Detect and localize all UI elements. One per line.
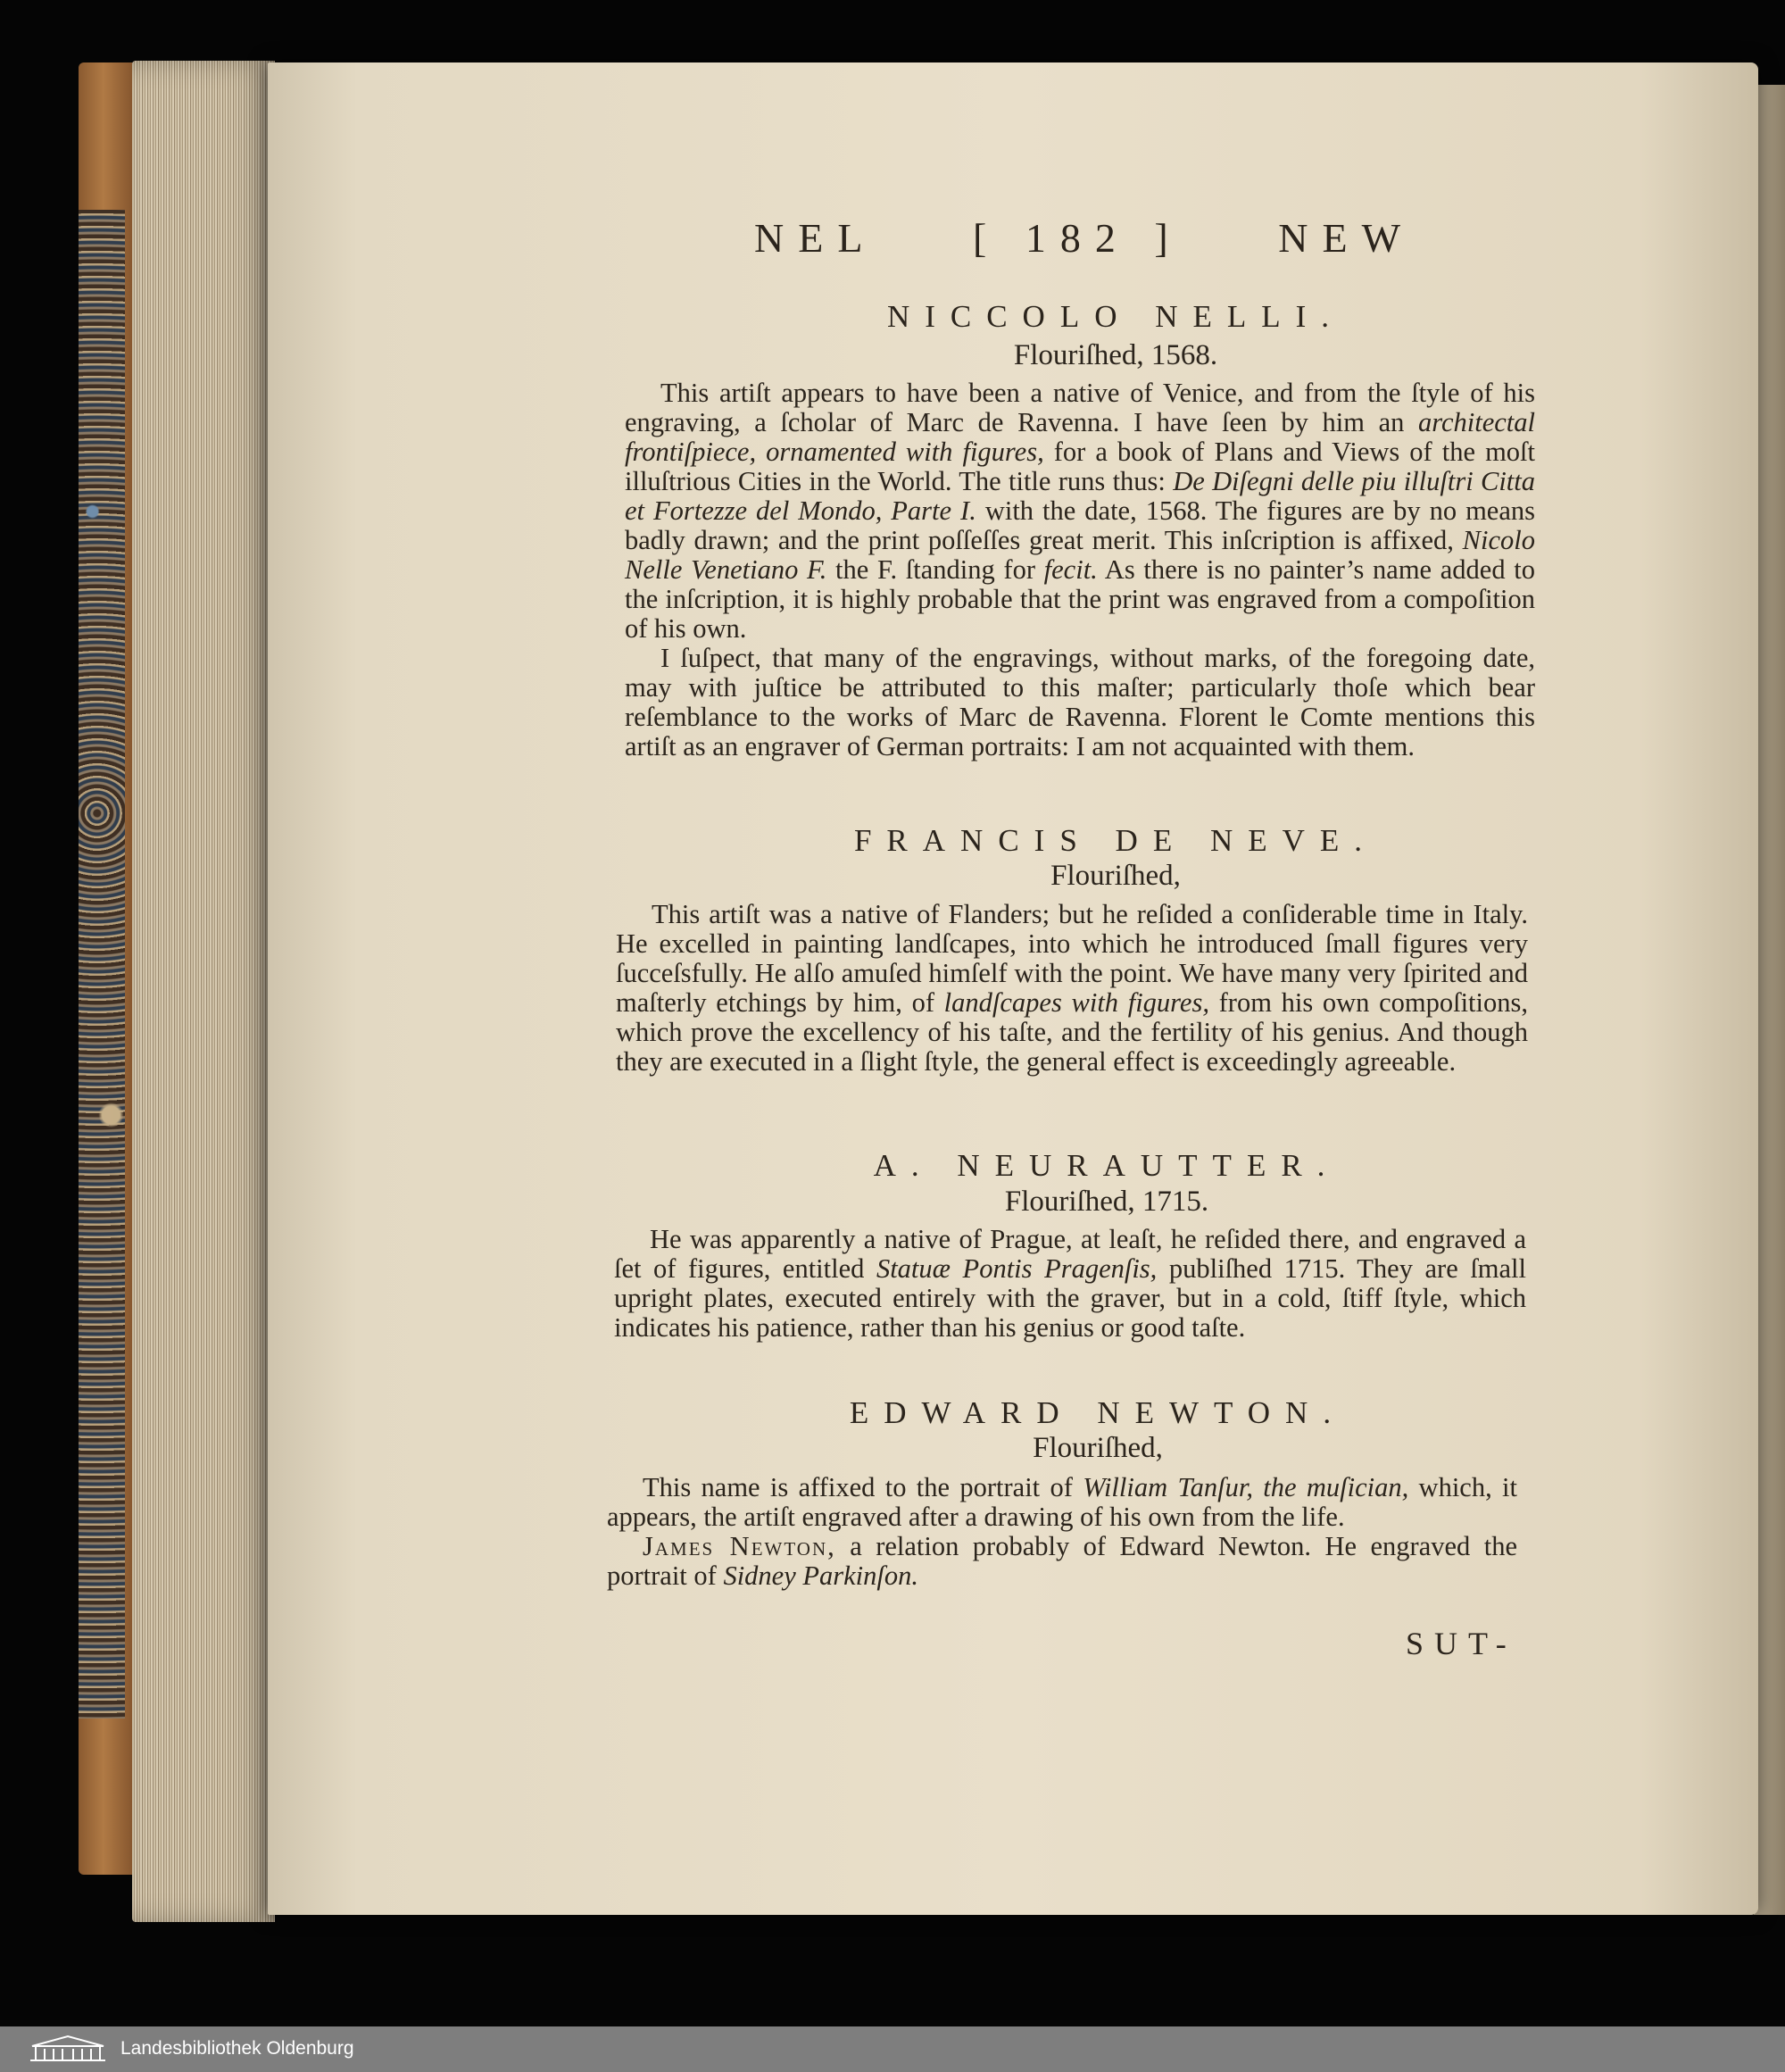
marbled-board xyxy=(79,210,125,1718)
entry-flourished: Flouriſhed, xyxy=(1033,1432,1163,1464)
text-run: This name is affixed to the portrait of xyxy=(643,1472,1083,1502)
paragraph xyxy=(607,1532,1517,1591)
entry-title: FRANCIS DE NEVE. xyxy=(853,823,1378,858)
text-run: with the date, 1568. The figures are by no means badly drawn; and the print poſſeſſes great merit. This inſcription is affixed, xyxy=(625,495,1535,555)
italic-run: fecit. xyxy=(1043,554,1098,585)
entry-body xyxy=(607,1473,1517,1591)
paragraph xyxy=(607,1473,1517,1532)
small-caps-run: James Newton, xyxy=(643,1531,836,1561)
text-run: As there is no painter’s name added to the inſcription, it is highly probable that the print was engraved from a compoſition of his own. xyxy=(625,554,1536,644)
text-run: a relation probably of Edward Newton. He engraved the portrait of xyxy=(607,1531,1517,1591)
italic-run: Sidney Parkinſon. xyxy=(723,1560,918,1591)
paragraph xyxy=(625,644,1535,761)
entry-title: EDWARD NEWTON. xyxy=(849,1395,1347,1430)
header-left: NEL xyxy=(754,215,877,261)
text-run: This artiſt appears to have been a native of Venice, and from the ſtyle of his engraving, a ſcholar of Marc de Ravenna. I have ſeen by him an xyxy=(625,378,1535,437)
entry-body xyxy=(625,379,1535,761)
text-run: which, it appears, the artiſt engraved after a drawing of his own from the life. xyxy=(607,1472,1517,1532)
entry-flourished: Flouriſhed, 1568. xyxy=(1013,339,1218,371)
page-edges xyxy=(132,61,275,1922)
header-right: NEW xyxy=(1278,215,1415,261)
italic-run: Nicolo Nelle Venetiano F. xyxy=(625,525,1535,585)
facing-page-edge xyxy=(1754,85,1785,1915)
text-run: This artiſt was a native of Flanders; but he reſided a conſiderable time in Italy. He excelled in painting landſcapes, into which he introduced ſmall figures very ſucceſsfully. He alſo amuſed himſelf with the point. We have many very ſpirited and maſterly etchings by him, of xyxy=(616,899,1528,1018)
library-building-icon xyxy=(27,2034,109,2064)
paragraph xyxy=(616,900,1528,1077)
footer-bar xyxy=(0,2026,1785,2072)
italic-run: Statuæ Pontis Pragenſis, xyxy=(876,1253,1158,1284)
text-run: the F. ſtanding for xyxy=(826,554,1044,585)
text-run: publiſhed 1715. They are ſmall upright plates, executed entirely with the graver, but in a cold, ſtiff ſtyle, which indicates his patience, rather than his genius or good taſte. xyxy=(614,1253,1527,1343)
paragraph xyxy=(625,379,1535,644)
entry-body xyxy=(616,900,1528,1077)
italic-run: architectal frontiſpiece, ornamented with figures, xyxy=(625,407,1535,467)
footer-label: Landesbibliothek Oldenburg xyxy=(120,2038,354,2059)
entry-flourished: Flouriſhed, xyxy=(1050,860,1181,892)
catchword: SUT- xyxy=(1406,1626,1517,1661)
italic-run: landſcapes with figures, xyxy=(943,987,1209,1018)
entry-flourished: Flouriſhed, 1715. xyxy=(1004,1186,1209,1218)
text-run: for a book of Plans and Views of the moſt illuſtrious Cities in the World. The title runs thus: xyxy=(625,437,1535,496)
text-run: I ſuſpect, that many of the engravings, without marks, of the foregoing date, may with juſtice be attributed to this maſter; particularly thoſe which bear reſemblance to the works of Marc de Ravenna. Florent le Comte mentions this artiſt as an engraver of German portraits: I am not acquainted with them. xyxy=(625,643,1535,761)
entry-body xyxy=(614,1225,1526,1343)
running-header xyxy=(754,214,1415,262)
text-run: from his own compoſitions, which prove the excellency of his taſte, and the fertility of his genius. And though they are executed in a ſlight ſtyle, the general effect is exceedingly agreeable. xyxy=(616,987,1528,1077)
entry-title: A. NEURAUTTER. xyxy=(873,1148,1341,1183)
italic-run: William Tanſur, the muſician, xyxy=(1083,1472,1409,1502)
page-number: [ 182 ] xyxy=(973,215,1183,261)
italic-run: De Diſegni delle piu illuſtri Citta et Fortezze del Mondo, Parte I. xyxy=(625,466,1535,526)
text-run: He was apparently a native of Prague, at leaſt, he reſided there, and engraved a ſet of figures, entitled xyxy=(614,1224,1526,1284)
entry-title: NICCOLO NELLI. xyxy=(886,299,1345,334)
paragraph xyxy=(614,1225,1526,1343)
